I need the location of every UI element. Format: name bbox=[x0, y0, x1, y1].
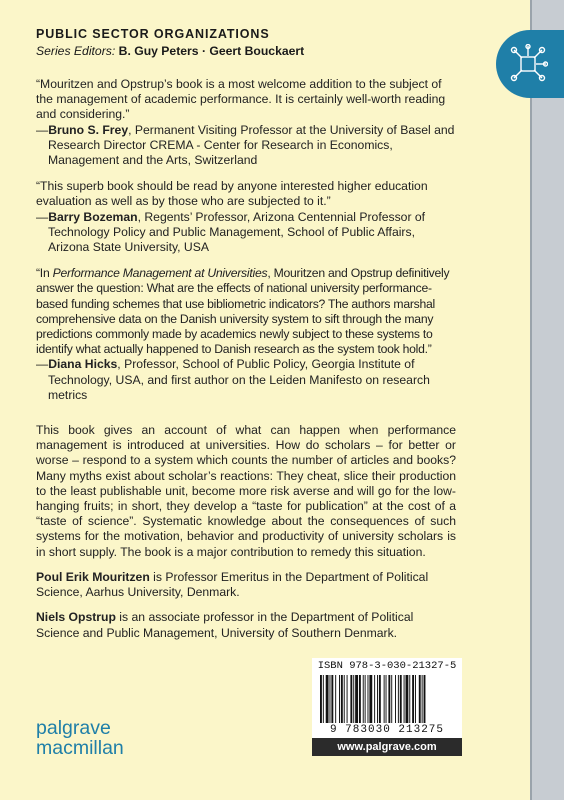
barcode-bar bbox=[323, 675, 324, 723]
barcode-bar bbox=[406, 675, 409, 723]
endorser-name: Bruno S. Frey bbox=[48, 122, 129, 137]
endorsement-attribution: —Diana Hicks, Professor, School of Public Policy, Georgia Institute of Technology, USA, and first author on the Leiden Manifesto on research metrics bbox=[36, 357, 430, 402]
barcode-bar bbox=[388, 675, 390, 723]
barcode-bar bbox=[353, 675, 354, 723]
barcode-bar bbox=[368, 675, 369, 723]
endorser-name: Diana Hicks bbox=[48, 357, 118, 372]
author-bio-opstrup: Niels Opstrup is an associate professor in the Department of Political Science and Public Management, University of Southern Denmark. bbox=[36, 610, 414, 640]
series-title: PUBLIC SECTOR ORGANIZATIONS bbox=[36, 27, 270, 41]
barcode-bar bbox=[369, 675, 372, 723]
barcode-bar bbox=[335, 675, 336, 723]
barcode-bar bbox=[379, 675, 381, 723]
barcode-bar bbox=[422, 675, 423, 723]
barcode-bar bbox=[320, 675, 322, 723]
endorsement-quote: “This superb book should be read by anyone interested higher education evaluation as well as by those who are subjected to it.” bbox=[36, 179, 428, 209]
barcode-digits: 9 783030 213275 bbox=[329, 724, 445, 736]
endorsement-attribution: —Bruno S. Frey, Permanent Visiting Professor at the University of Basel and Research Director CREMA - Center for Research in Economics, Management and the Arts, Switzerland bbox=[36, 122, 455, 168]
barcode-bar bbox=[415, 675, 416, 723]
barcode-bar bbox=[347, 675, 348, 723]
barcode-bar bbox=[331, 675, 333, 723]
series-editors-names: B. Guy Peters · Geert Bouckaert bbox=[118, 44, 305, 58]
publisher-url: www.palgrave.com bbox=[312, 738, 462, 756]
barcode-bar bbox=[341, 675, 343, 723]
endorsement-quote: “In Performance Management at Universities, Mouritzen and Opstrup definitively answer the question: What are the effects of national university performance-based funding schemes that use bibliometric indicators? The authors marshal comprehensive data on the Danish university system to sift through the many predictions commonly made by academics newly subject to these systems to identify what actually happened to Danish research as the system took hold.” bbox=[36, 266, 450, 357]
barcode-bar bbox=[355, 675, 358, 723]
network-nodes-icon bbox=[508, 44, 548, 84]
barcode-bar bbox=[365, 675, 366, 723]
barcode-bar bbox=[419, 675, 421, 723]
barcode-bar bbox=[386, 675, 387, 723]
book-description: This book gives an account of what can happen when performance management is introduced at universities. How do scholars – for better or worse – respond to a system which counts the number of articles and books? Many myths exist about scholar’s reactions: They cheat, slice their production to the least publishable unit, become more risk averse and will go for the low-hanging fruits; in short, they develop a “taste for publication” at the cost of a “taste of science”. Systematic knowledge about the consequences of such systems for the motivation, behavior and productivity of university scholars is in short supply. The book is a major contribution to remedy this situation. bbox=[36, 423, 456, 559]
barcode-bar bbox=[404, 675, 405, 723]
barcode-bar bbox=[330, 675, 331, 723]
barcode-bar bbox=[398, 675, 399, 723]
author-name: Niels Opstrup bbox=[36, 610, 116, 625]
barcode-bar bbox=[350, 675, 352, 723]
endorser-affiliation: , Regents’ Professor, Arizona Centennial Professor of Technology Policy and Public Management, School of Public Affairs, Arizona State University, USA bbox=[48, 209, 426, 255]
barcode-bar bbox=[326, 675, 329, 723]
endorsement-bozeman bbox=[36, 179, 456, 255]
barcode-bars bbox=[318, 675, 456, 723]
author-name: Poul Erik Mouritzen bbox=[36, 569, 150, 584]
barcode-bar bbox=[391, 675, 392, 723]
endorsement-quote: “Mouritzen and Opstrup’s book is a most welcome addition to the subject of the management of academic performance. It is certainly well-worth reading and considering.” bbox=[36, 77, 446, 122]
endorser-affiliation: , Permanent Visiting Professor at the University of Basel and Research Director CREMA - Center for Research in Economics, Management and the Arts, Switzerland bbox=[48, 122, 455, 168]
book-title-italic: Performance Management at Universities bbox=[52, 266, 268, 281]
barcode-bar bbox=[395, 675, 396, 723]
barcode-bar bbox=[377, 675, 378, 723]
series-editors bbox=[36, 44, 304, 58]
barcode-bar bbox=[374, 675, 375, 723]
endorser-affiliation: , Professor, School of Public Policy, Georgia Institute of Technology, USA, and first author on the Leiden Manifesto on research metrics bbox=[48, 357, 430, 402]
barcode-bar bbox=[412, 675, 414, 723]
barcode bbox=[312, 658, 462, 742]
endorser-name: Barry Bozeman bbox=[48, 209, 138, 224]
endorsement-attribution: —Barry Bozeman, Regents’ Professor, Arizona Centennial Professor of Technology Policy and Public Management, School of Public Affairs, Arizona State University, USA bbox=[36, 209, 426, 255]
isbn-label: ISBN 978-3-030-21327-5 bbox=[317, 660, 457, 672]
publisher-logo-line1: palgrave bbox=[36, 717, 111, 739]
back-cover-content bbox=[36, 77, 456, 651]
barcode-bar bbox=[363, 675, 364, 723]
series-logo bbox=[496, 30, 564, 98]
spine-band bbox=[530, 0, 564, 800]
barcode-bar bbox=[409, 675, 410, 723]
barcode-bar bbox=[344, 675, 345, 723]
barcode-bar bbox=[400, 675, 402, 723]
endorsement-hicks bbox=[36, 266, 456, 403]
publisher-logo bbox=[36, 718, 124, 758]
author-bio-mouritzen: Poul Erik Mouritzen is Professor Emeritus in the Department of Political Science, Aarhus University, Denmark. bbox=[36, 569, 429, 600]
barcode-bar bbox=[384, 675, 385, 723]
barcode-bar bbox=[339, 675, 340, 723]
barcode-bar bbox=[359, 675, 361, 723]
barcode-bar bbox=[424, 675, 426, 723]
endorsement-frey bbox=[36, 77, 456, 168]
series-editors-label: Series Editors: bbox=[36, 44, 116, 58]
publisher-logo-line2: macmillan bbox=[36, 737, 124, 759]
